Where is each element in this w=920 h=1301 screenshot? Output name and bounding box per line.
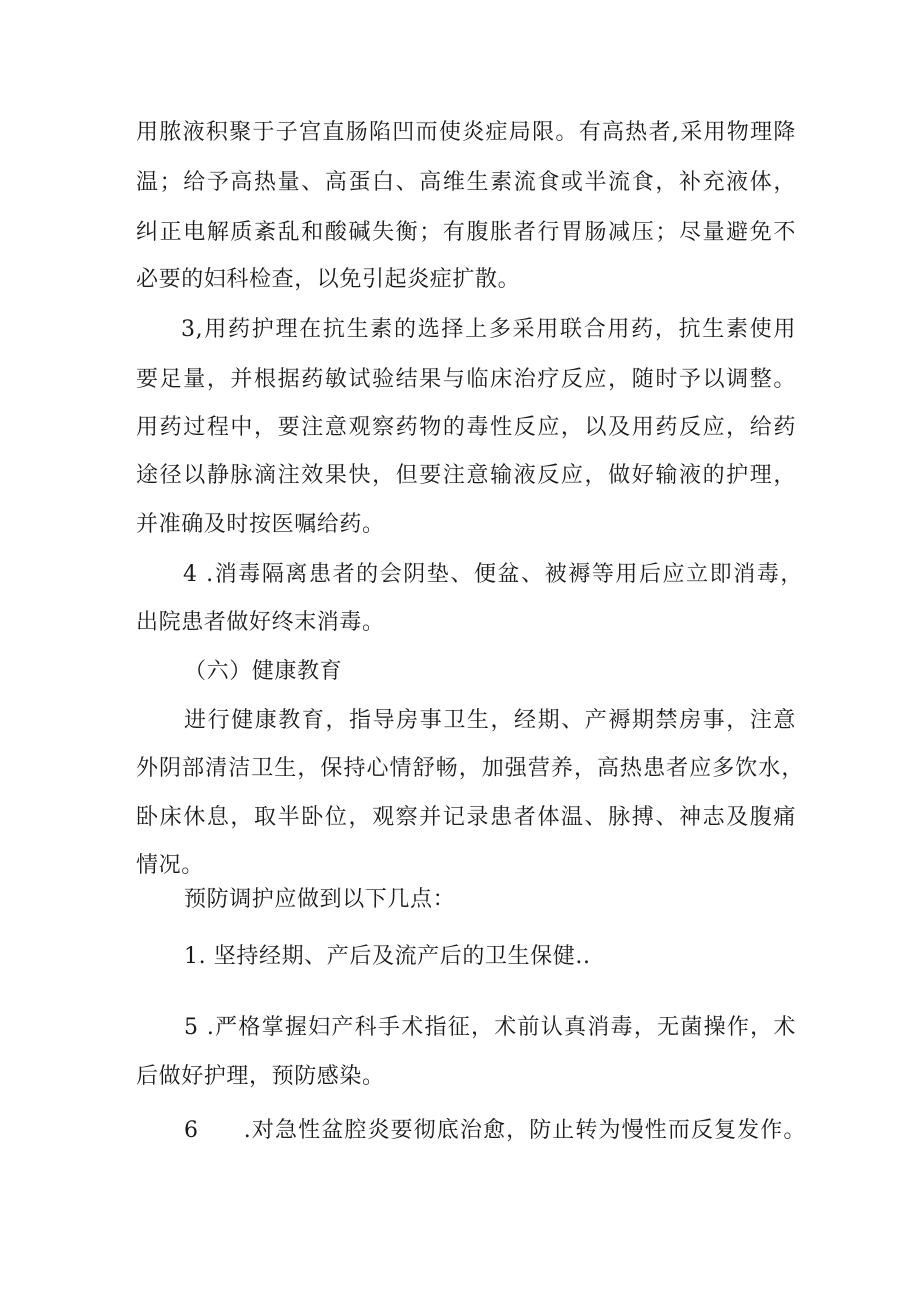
text-line: 后做好护理，预防感染。 bbox=[136, 1064, 385, 1089]
text-line: 3,用药护理在抗生素的选择上多采用联合用药，抗生素使用 bbox=[181, 317, 796, 342]
text-line: 温；给予高热量、高蛋白、高维生素流食或半流食，补充液体， bbox=[136, 170, 796, 195]
text-line: 途径以静脉滴注效果快，但要注意输液反应，做好输液的护理， bbox=[136, 463, 796, 488]
text-line: 情况。 bbox=[136, 853, 204, 878]
section-heading: （六）健康教育 bbox=[184, 659, 343, 684]
text-line: 纠正电解质紊乱和酸碱失衡；有腹胀者行胃肠减压；尽量避免不 bbox=[136, 220, 796, 245]
text-line: 用药过程中，要注意观察药物的毒性反应，以及用药反应，给药 bbox=[136, 415, 796, 440]
text-line: 并准确及时按医嘱给药。 bbox=[136, 512, 385, 537]
list-item: 6 .对急性盆腔炎要彻底治愈，防止转为慢性而反复发作。 bbox=[184, 1118, 806, 1143]
text-line: 必要的妇科检查，以免引起炎症扩散。 bbox=[136, 267, 521, 292]
list-item: 1. 坚持经期、产后及流产后的卫生保健.. bbox=[184, 944, 591, 969]
text-line: 出院患者做好终末消毒。 bbox=[136, 610, 385, 635]
text-line: 进行健康教育，指导房事卫生，经期、产褥期禁房事，注意 bbox=[184, 708, 796, 733]
text-line: 用脓液积聚于子宫直肠陷凹而使炎症局限。有高热者,采用物理降 bbox=[136, 120, 796, 145]
text-line: 预防调护应做到以下几点： bbox=[184, 887, 456, 912]
text-line: 卧床休息，取半卧位，观察并记录患者体温、脉搏、神志及腹痛 bbox=[136, 805, 796, 830]
text-line: 外阴部清洁卫生，保持心情舒畅，加强营养，高热患者应多饮水， bbox=[136, 756, 804, 781]
text-line: 要足量，并根据药敏试验结果与临床治疗反应，随时予以调整。 bbox=[136, 367, 796, 392]
text-line: 4 .消毒隔离患者的会阴垫、便盆、被褥等用后应立即消毒， bbox=[183, 562, 803, 587]
list-item: 5 .严格掌握妇产科手术指征，术前认真消毒，无菌操作，术 bbox=[184, 1015, 796, 1040]
